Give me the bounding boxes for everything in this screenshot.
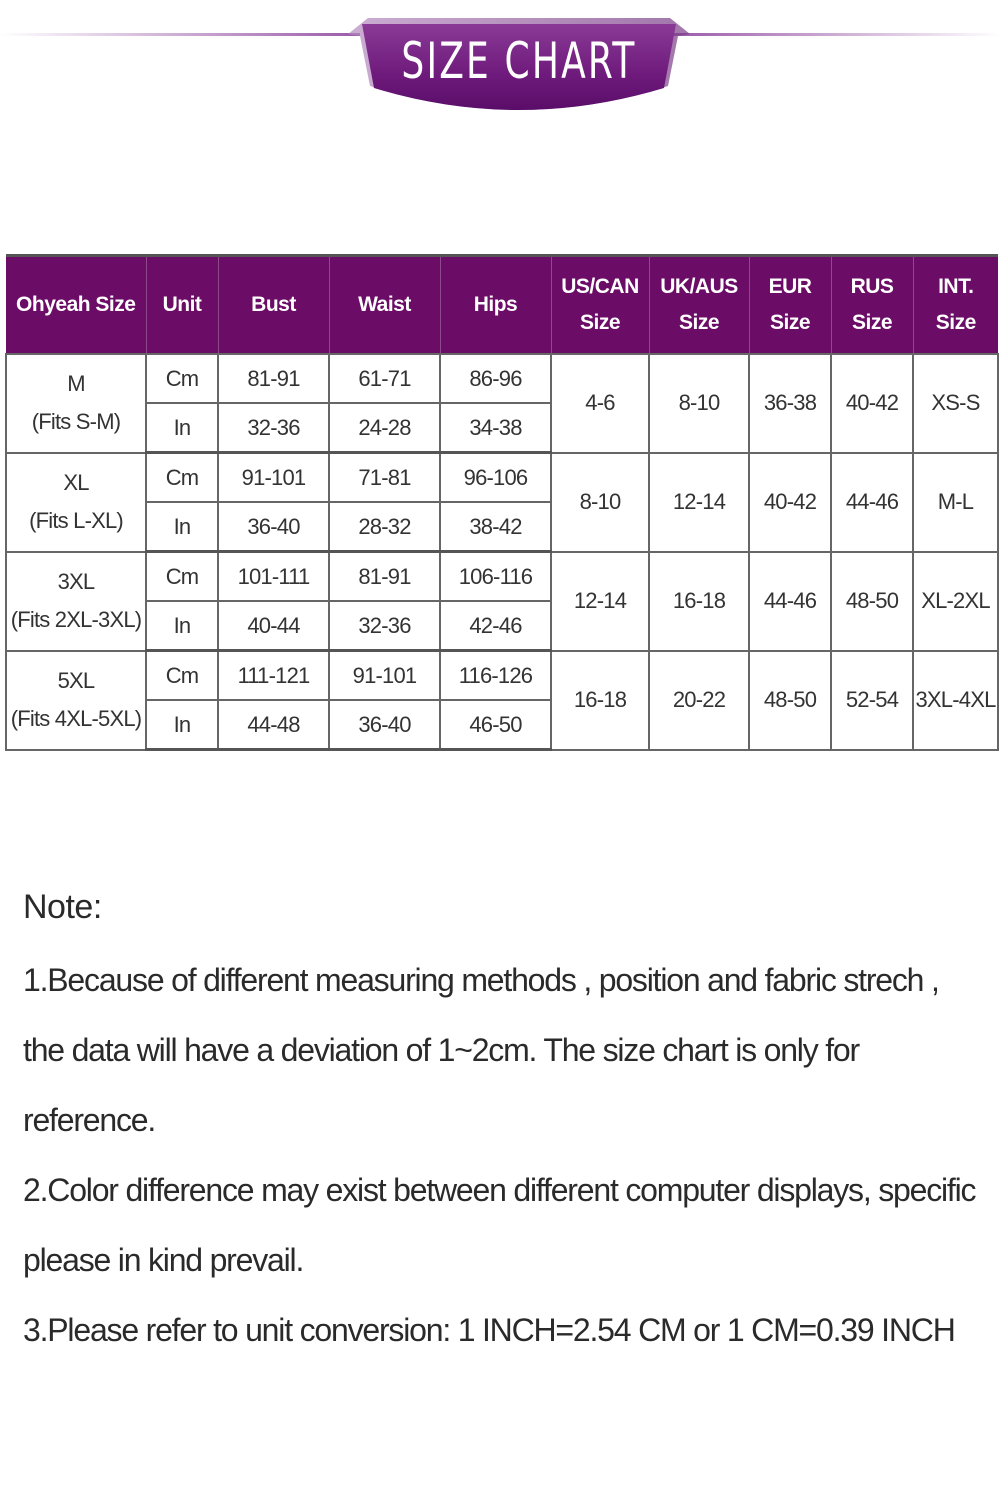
rus-cell: 52-54 bbox=[831, 651, 913, 750]
int-cell: XS-S bbox=[913, 354, 998, 453]
hips-cell: 96-106 bbox=[440, 453, 551, 503]
header-us-can-size: US/CAN Size bbox=[551, 256, 649, 355]
header-int-size: INT. Size bbox=[913, 256, 998, 355]
note-item-3: 3.Please refer to unit conversion: 1 INCH=2.54 CM or 1 CM=0.39 INCH bbox=[23, 1312, 955, 1348]
banner-title: SIZE CHART bbox=[401, 32, 637, 90]
header-waist: Waist bbox=[329, 256, 440, 355]
table-header-row bbox=[6, 256, 998, 355]
table-row bbox=[6, 552, 998, 602]
bust-cell: 36-40 bbox=[218, 502, 329, 552]
size-label-cell: 3XL (Fits 2XL-3XL) bbox=[6, 552, 146, 651]
us-can-cell: 8-10 bbox=[551, 453, 649, 552]
table-row bbox=[6, 354, 998, 403]
table-row bbox=[6, 651, 998, 701]
unit-cell: In bbox=[146, 502, 218, 552]
hips-cell: 116-126 bbox=[440, 651, 551, 701]
unit-cell: Cm bbox=[146, 453, 218, 503]
rus-cell: 48-50 bbox=[831, 552, 913, 651]
int-cell: 3XL-4XL bbox=[913, 651, 998, 750]
int-cell: XL-2XL bbox=[913, 552, 998, 651]
rus-cell: 40-42 bbox=[831, 354, 913, 453]
header-eur-size: EUR Size bbox=[749, 256, 831, 355]
hips-cell: 38-42 bbox=[440, 502, 551, 552]
waist-cell: 28-32 bbox=[329, 502, 440, 552]
header-bust: Bust bbox=[218, 256, 329, 355]
bust-cell: 40-44 bbox=[218, 601, 329, 651]
bust-cell: 101-111 bbox=[218, 552, 329, 602]
rus-cell: 44-46 bbox=[831, 453, 913, 552]
waist-cell: 36-40 bbox=[329, 700, 440, 750]
size-label-cell: XL (Fits L-XL) bbox=[6, 453, 146, 552]
unit-cell: Cm bbox=[146, 354, 218, 403]
us-can-cell: 4-6 bbox=[551, 354, 649, 453]
int-cell: M-L bbox=[913, 453, 998, 552]
banner-line-left bbox=[0, 33, 360, 36]
header-unit: Unit bbox=[146, 256, 218, 355]
uk-aus-cell: 20-22 bbox=[649, 651, 749, 750]
unit-cell: In bbox=[146, 403, 218, 453]
hips-cell: 42-46 bbox=[440, 601, 551, 651]
waist-cell: 32-36 bbox=[329, 601, 440, 651]
hips-cell: 106-116 bbox=[440, 552, 551, 602]
uk-aus-cell: 12-14 bbox=[649, 453, 749, 552]
notes-title: Note: bbox=[23, 888, 102, 926]
hips-cell: 46-50 bbox=[440, 700, 551, 750]
eur-cell: 48-50 bbox=[749, 651, 831, 750]
notes-section bbox=[23, 888, 983, 1365]
size-label-cell: M (Fits S-M) bbox=[6, 354, 146, 453]
eur-cell: 44-46 bbox=[749, 552, 831, 651]
header-rus-size: RUS Size bbox=[831, 256, 913, 355]
bust-cell: 111-121 bbox=[218, 651, 329, 701]
size-chart-banner bbox=[348, 14, 690, 124]
unit-cell: In bbox=[146, 601, 218, 651]
waist-cell: 81-91 bbox=[329, 552, 440, 602]
eur-cell: 36-38 bbox=[749, 354, 831, 453]
uk-aus-cell: 16-18 bbox=[649, 552, 749, 651]
uk-aus-cell: 8-10 bbox=[649, 354, 749, 453]
table-row bbox=[6, 453, 998, 503]
unit-cell: Cm bbox=[146, 651, 218, 701]
header-uk-aus-size: UK/AUS Size bbox=[649, 256, 749, 355]
bust-cell: 81-91 bbox=[218, 354, 329, 403]
us-can-cell: 16-18 bbox=[551, 651, 649, 750]
hips-cell: 34-38 bbox=[440, 403, 551, 453]
waist-cell: 91-101 bbox=[329, 651, 440, 701]
unit-cell: Cm bbox=[146, 552, 218, 602]
waist-cell: 61-71 bbox=[329, 354, 440, 403]
waist-cell: 71-81 bbox=[329, 453, 440, 503]
bust-cell: 44-48 bbox=[218, 700, 329, 750]
banner-line-right bbox=[670, 33, 1000, 36]
us-can-cell: 12-14 bbox=[551, 552, 649, 651]
note-item-1: 1.Because of different measuring methods , position and fabric strech , the data will have a deviation of 1~2cm. The size chart is only for reference. bbox=[23, 962, 939, 1138]
bust-cell: 91-101 bbox=[218, 453, 329, 503]
hips-cell: 86-96 bbox=[440, 354, 551, 403]
waist-cell: 24-28 bbox=[329, 403, 440, 453]
size-table bbox=[5, 254, 999, 751]
size-label-cell: 5XL (Fits 4XL-5XL) bbox=[6, 651, 146, 750]
eur-cell: 40-42 bbox=[749, 453, 831, 552]
header-hips: Hips bbox=[440, 256, 551, 355]
unit-cell: In bbox=[146, 700, 218, 750]
header-ohyeah-size: Ohyeah Size bbox=[6, 256, 146, 355]
bust-cell: 32-36 bbox=[218, 403, 329, 453]
note-item-2: 2.Color difference may exist between different computer displays, specific please in kind prevail. bbox=[23, 1172, 976, 1278]
